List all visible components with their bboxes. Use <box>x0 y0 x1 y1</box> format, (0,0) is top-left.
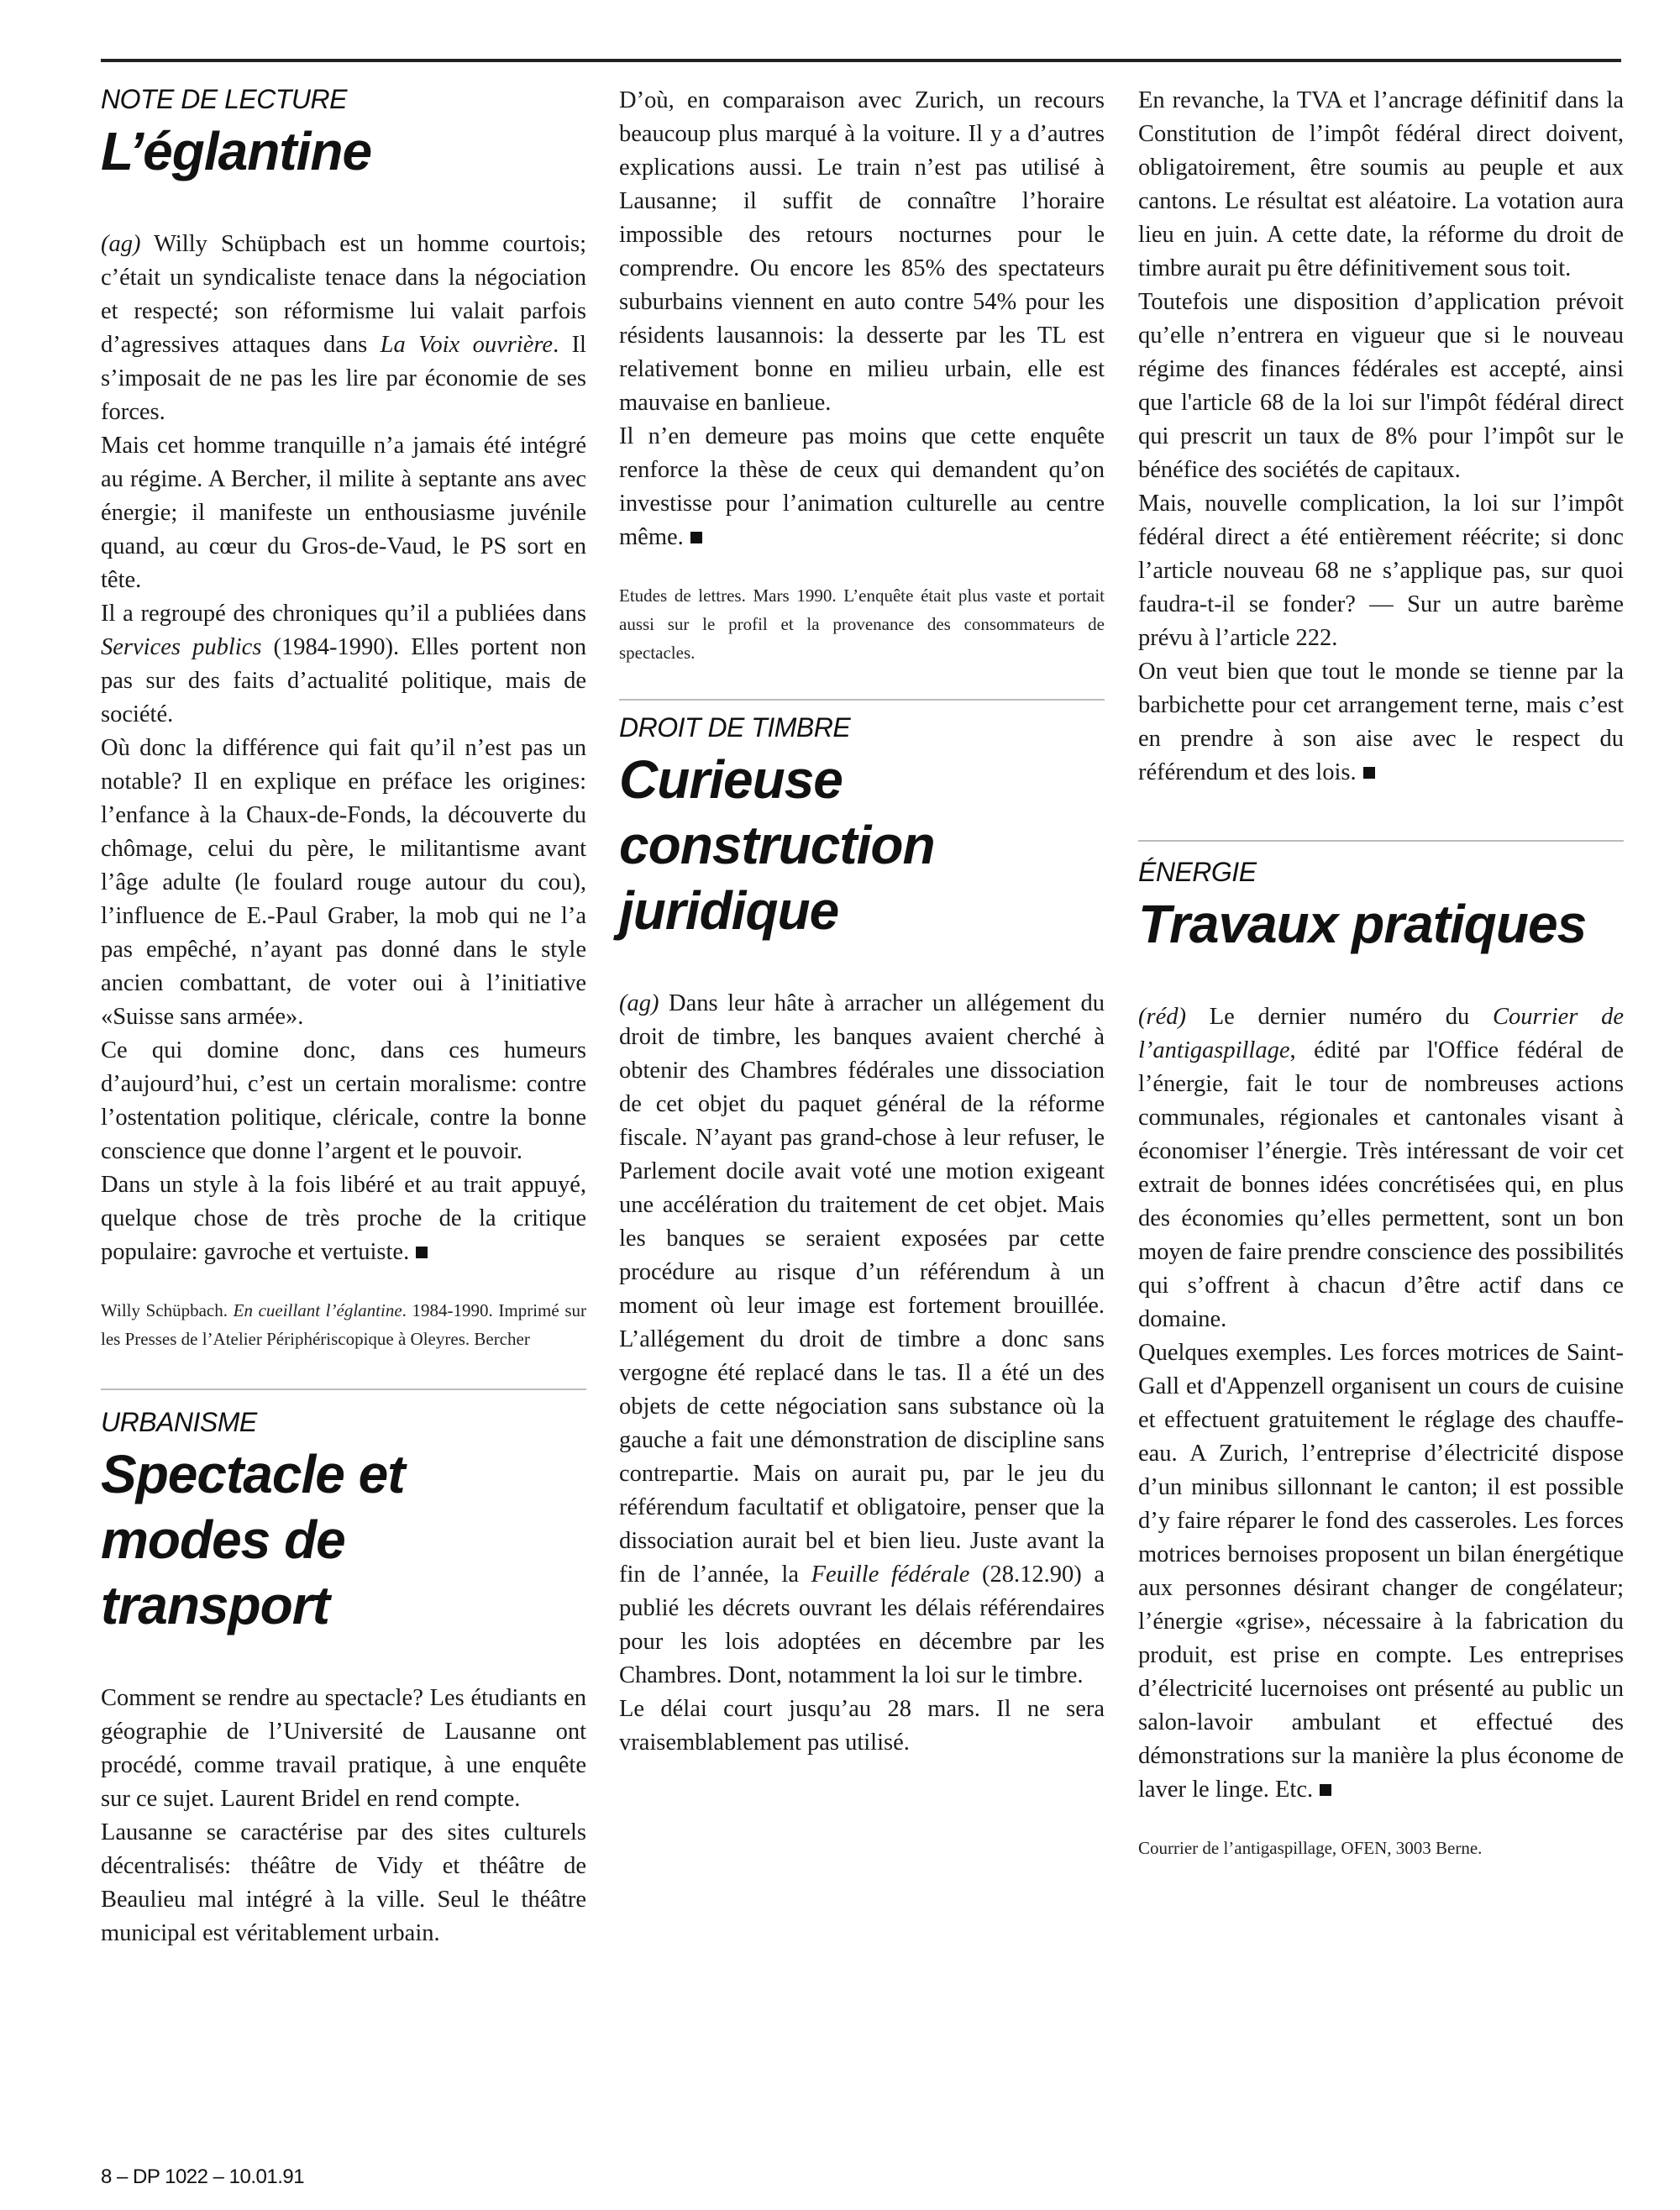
end-mark-icon <box>690 532 702 543</box>
timbre-paragraph-1: (ag) Dans leur hâte à arracher un allégement du droit de timbre, les banques avaient cherché à obtenir des Chambres fédérales une dissociation de cet objet du paquet général de la réforme fiscale. N’ayant pas grand-chose à leur refuser, le Parlement docile avait voté une motion exigeant une accélération du traitement de cet objet. Mais les banques se seraient exposées par cette procédure au risque d’un référendum à un moment où leur image est fortement brouillée. L’allégement du droit de timbre a donc sans vergogne été replacé dans le tas. Il a été un des objets de cette négociation sans substance où la gauche a fait une démonstration de discipline sans contrepartie. Mais on aurait pu, par le jeu du référendum facultatif et obligatoire, penser que la dissociation aurait bel et bien lieu. Juste avant la fin de l’année, la Feuille fédérale (28.12.90) a publié les décrets ouvrant les délais référendaires pour les lois adoptées en décembre par les Chambres. Dont, notamment la loi sur le timbre. <box>619 990 1105 1688</box>
timbre-paragraph-4: Toutefois une disposition d’application prévoit qu’elle n’entrera en vigueur que si le nouveau régime des finances fédérales est accepté, ainsi que l'article 68 de la loi sur l'impôt fédéral direct qui prescrit un taux de 8% pour l’impôt sur le bénéfice des sociétés de capitaux. <box>1138 289 1624 483</box>
lecture-paragraph-6: Dans un style à la fois libéré et au trait appuyé, quelque chose de très proche de la critique populaire: gavroche et vertuiste. <box>101 1172 586 1265</box>
column-3 <box>1138 84 1624 1862</box>
lecture-paragraph-2: Mais cet homme tranquille n’a jamais été intégré au régime. A Bercher, il milite à septante ans avec énergie; il manifeste un enthousiasme juvénile quand, au cœur du Gros-de-Vaud, le PS sort en tête. <box>101 433 586 593</box>
energie-title: Travaux pratiques <box>1138 894 1587 954</box>
energie-paragraph-1: (réd) Le dernier numéro du Courrier de l’antigaspillage, édité par l'Office fédéral de l’énergie, fait le tour de nombreuses actions communales, régionales et cantonales visant à économiser l’énergie. Très intéressant de voir cet extrait de bonnes idées concrétisées qui, en plus des économies qu’elles permettent, sont un bon moyen de faire prendre conscience des possibilités qui s’offrent à chacun d’être actif dans ce domaine. <box>1138 1004 1624 1332</box>
section-divider <box>1138 840 1624 842</box>
urbanisme-paragraph-1: Comment se rendre au spectacle? Les étudiants en géographie de l’Université de Lausanne ont procédé, comme travail pratique, à une enquête sur ce sujet. Laurent Bridel en rend compte. <box>101 1685 586 1812</box>
lecture-paragraph-5: Ce qui domine donc, dans ces humeurs d’aujourd’hui, c’est un certain moralisme: contre l’ostentation politique, cléricale, contre la bonne conscience que donne l’argent et le pouvoir. <box>101 1037 586 1164</box>
lecture-publication-title: Services publics <box>101 634 262 660</box>
energie-reference-note: Courrier de l’antigaspillage, OFEN, 3003 Berne. <box>1138 1838 1483 1858</box>
section-divider <box>619 699 1105 701</box>
urbanisme-kicker: URBANISME <box>101 1407 257 1437</box>
timbre-paragraph-6: On veut bien que tout le monde se tienne par la barbichette pour cet arrangement terne, mais c’est en prendre à son aise avec le respect du référendum et des lois. <box>1138 659 1624 785</box>
lecture-paragraph-1: (ag) Willy Schüpbach est un homme courtois; c’était un syndicaliste tenace dans la négociation et respecté; son réformisme lui valait parfois d’agressives attaques dans La Voix ouvrière. Il s’imposait de ne pas les lire par économie de ses forces. <box>101 231 586 425</box>
urbanisme-body-part-1 <box>101 1682 586 1950</box>
end-mark-icon <box>1320 1784 1331 1796</box>
lecture-body <box>101 228 586 1269</box>
timbre-body-part-1 <box>619 987 1105 1760</box>
timbre-body-part-2 <box>1138 84 1624 790</box>
top-rule <box>101 59 1621 62</box>
lecture-journal-title: La Voix ouvrière <box>380 332 554 358</box>
energie-body <box>1138 1000 1624 1807</box>
page-footer: 8 – DP 1022 – 10.01.91 <box>101 2165 305 2188</box>
timbre-paragraph-5: Mais, nouvelle complication, la loi sur l’impôt fédéral direct a été entièrement réécrite; si donc l’article nouveau 68 ne s’applique pas, sur quoi faudra-t-il se fonder? — Sur un autre barème prévu à l’article 222. <box>1138 491 1624 651</box>
column-1 <box>101 84 586 1950</box>
timbre-paragraph-3: En revanche, la TVA et l’ancrage définitif dans la Constitution de l’impôt fédéral direct doivent, obligatoirement, être soumis au peuple et aux cantons. Le résultat est aléatoire. La votation aura lieu en juin. A cette date, la réforme du droit de timbre aurait pu être définitivement sous toit. <box>1138 87 1624 281</box>
lecture-kicker: NOTE DE LECTURE <box>101 84 347 114</box>
timbre-author-tag: (ag) <box>619 990 659 1016</box>
urbanisme-title: Spectacle et modes de transport <box>101 1444 405 1635</box>
urbanisme-paragraph-2: Lausanne se caractérise par des sites culturels décentralisés: théâtre de Vidy et théâtre de Beaulieu mal intégré à la ville. Seul le théâtre municipal est véritablement urbain. <box>101 1819 586 1946</box>
urbanisme-paragraph-4: Il n’en demeure pas moins que cette enquête renforce la thèse de ceux qui demandent qu’on investisse pour l’animation culturelle au centre même. <box>619 423 1105 550</box>
urbanisme-body-part-2 <box>619 84 1105 554</box>
energie-author-tag: (réd) <box>1138 1004 1186 1030</box>
energie-journal-title: Courrier de l’antigaspillage <box>1138 1004 1624 1063</box>
timbre-paragraph-2: Le délai court jusqu’au 28 mars. Il ne sera vraisemblablement pas utilisé. <box>619 1696 1105 1756</box>
timbre-title: Curieuse construction juridique <box>619 749 935 941</box>
column-2 <box>619 84 1105 1760</box>
end-mark-icon <box>416 1247 428 1258</box>
timbre-journal-title: Feuille fédérale <box>811 1562 970 1588</box>
lecture-title: L’églantine <box>101 121 372 181</box>
section-divider <box>101 1388 586 1390</box>
energie-paragraph-2: Quelques exemples. Les forces motrices de Saint-Gall et d'Appenzell organisent un cours de cuisine et effectuent gratuitement le réglage des chauffe-eau. A Zurich, l’entreprise d’électricité dispose d’un minibus sillonnant le canton; il est possible d’y faire réparer le fond des casseroles. Les forces motrices bernoises proposent un bilan énergétique aux personnes désirant changer de congélateur; l’énergie «grise», nécessaire à la fabrication du produit, est prise en compte. Les entreprises d’électricité lucernoises ont présenté au public un salon-lavoir ambulant et effectué des démonstrations sur la manière la plus économe de laver le linge. Etc. <box>1138 1340 1624 1803</box>
end-mark-icon <box>1363 767 1375 779</box>
energie-kicker: ÉNERGIE <box>1138 857 1257 887</box>
lecture-author-tag: (ag) <box>101 231 141 257</box>
timbre-kicker: DROIT DE TIMBRE <box>619 712 851 743</box>
lecture-paragraph-4: Où donc la différence qui fait qu’il n’est pas un notable? Il en explique en préface les origines: l’enfance à la Chaux-de-Fonds, la découverte du chômage, celui du père, le militantisme avant l’âge adulte (le foulard rouge autour du cou), l’influence de E.-Paul Graber, la mob qui ne l’a pas empêché, n’ayant pas donné dans le style ancien combattant, de voter oui à l’initiative «Suisse sans armée». <box>101 735 586 1030</box>
urbanisme-paragraph-3: D’où, en comparaison avec Zurich, un recours beaucoup plus marqué à la voiture. Il y a d’autres explications aussi. Le train n’est pas utilisé à Lausanne; il suffit de connaître l’horaire impossible des retours nocturnes pour le comprendre. Ou encore les 85% des spectateurs suburbains viennent en auto contre 54% pour les résidents lausannois: la desserte par les TL est relativement bonne en milieu urbain, elle est mauvaise en banlieue. <box>619 87 1105 416</box>
lecture-paragraph-3: Il a regroupé des chroniques qu’il a publiées dans Services publics (1984-1990). Elles portent non pas sur des faits d’actualité politique, mais de société. <box>101 601 587 727</box>
lecture-reference-note: Willy Schüpbach. En cueillant l’églantine. 1984-1990. Imprimé sur les Presses de l’Atelier Périphériscopique à Oleyres. Bercher <box>101 1300 586 1349</box>
urbanisme-reference-note: Etudes de lettres. Mars 1990. L’enquête était plus vaste et portait aussi sur le profil et la provenance des consommateurs de spectacles. <box>619 585 1105 663</box>
